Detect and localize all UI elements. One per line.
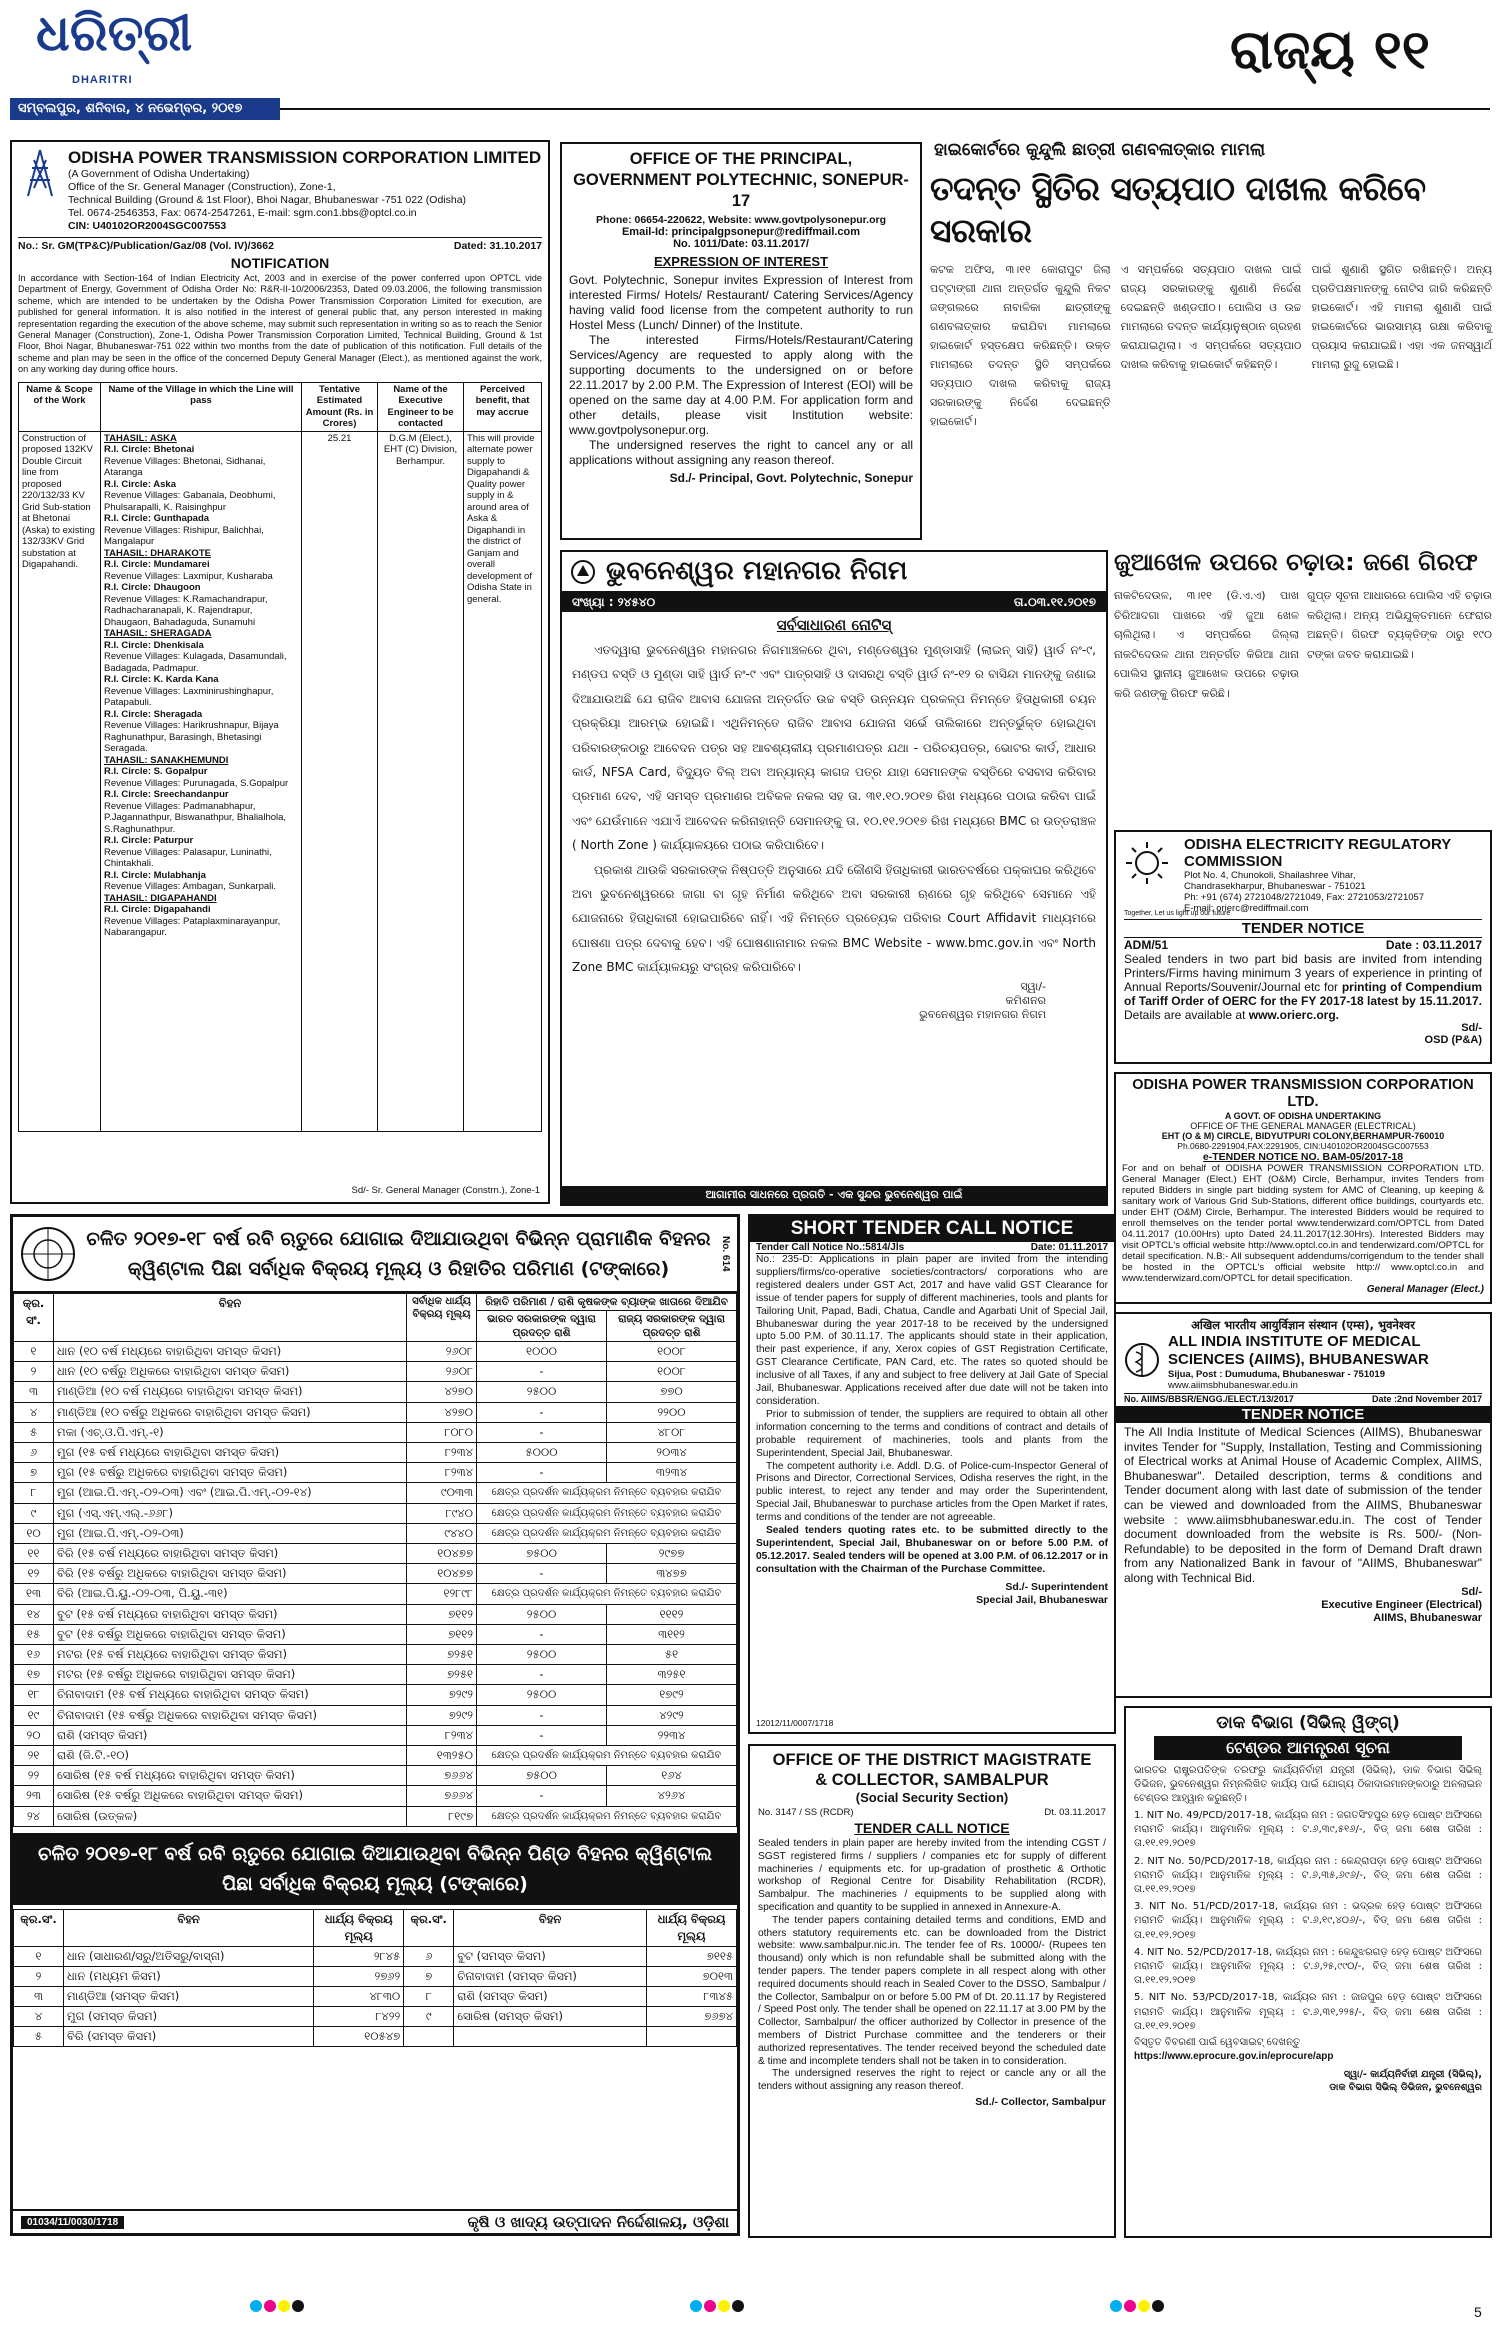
village-line: TAHASIL: SHERAGADA <box>104 628 212 640</box>
sun-icon <box>1124 840 1170 886</box>
village-line: R.I. Circle: Mulabhanja <box>104 869 206 881</box>
village-line: Revenue Villages: Pataplaxminarayanpur, Nabarangapur. <box>104 915 281 939</box>
optcl-logo <box>20 148 60 198</box>
table-row: ୨୦ ରାଶି (ସମସ୍ତ କିସମ) ୮୨୩୪ - ୨୨୩୪ <box>14 1725 737 1745</box>
village-line: TAHASIL: ASKA <box>104 432 177 444</box>
table-row: ୧୬ ମଟର (୧୫ ବର୍ଷ ମଧ୍ୟରେ ବାହାରିଥିବା ସମସ୍ତ କିସମ) ୭୨୫୧ ୨୫୦୦ ୫୧ <box>14 1645 737 1665</box>
village-line: Revenue Villages: Palasapur, Luninathi, Chintakhali. <box>104 846 272 870</box>
village-line: Revenue Villages: Ambagan, Sunkarpali. <box>104 881 276 893</box>
table-row: ୧୦ ମୁଗ (ଆଇ.ପି.ଏମ୍.-୦୨-୦୩) ୯୪୪୦ କ୍ଷେତ୍ର ପ୍ରଦର୍ଶନ କାର୍ଯ୍ୟକ୍ରମ ନିମନ୍ତେ ବ୍ୟବହାର କରାଯିବ <box>14 1523 737 1543</box>
masthead-dateline: ସମ୍ବଲପୁର, ଶନିବାର, ୪ ନଭେମ୍ବର, ୨୦୧୭ <box>10 98 280 120</box>
bmc-notice: ଭୁବନେଶ୍ୱର ମହାନଗର ନିଗମ ସଂଖ୍ୟା : ୨୪୫୪୦ ତା.୦୩.୧୧.୨୦୧୭ ସର୍ବସାଧାରଣ ନୋଟିସ୍ ଏତଦ୍ୱାରା ଭୁବନେଶ୍ୱର ମହାନଗର ନିଗମାଞ୍ଚଳରେ ଥିବା, ମଣ୍ଡେଶ୍ୱର ମୁଣ୍ଡାସାହି (ଲାଇନ୍ ସାହି) ୱାର୍ଡ ନଂ-୯, ମଣ୍ଡପ ବସ୍ତି ଓ ମୁଣ୍ଡା ସାହି ୱାର୍ଡ ନଂ-୯ ଏବଂ ପାତ୍ରସାହି ଓ ଦାସରଥି ବସ୍ତି ୱାର୍ଡ ନଂ-୧୨ ର ବାସିନ୍ଦା ମାନଙ୍କୁ ଜଣାଇ ଦିଆଯାଉଅଛି ଯେ ରାଜିବ ଆବାସ ଯୋଜନା ଅନ୍ତର୍ଗତ ଉଚ୍ଚ ବସ୍ତି ଉନ୍ନୟନ ପ୍ରକଳ୍ପ ନିମନ୍ତେ ହିତାଧିକାରୀ ଚୟନ ପ୍ରକ୍ରିୟା ଆରମ୍ଭ ହୋଇଛି। ଏଥିନିମନ୍ତେ ରାଜିବ ଆବାସ ଯୋଜନା ସର୍ଭେ ତାଲିକାରେ ଅନ୍ତର୍ଭୁକ୍ତ ହୋଇଥିବା ପରିବାରଙ୍କଠାରୁ ଆବେଦନ ପତ୍ର ସହ ଆବଶ୍ୟକୀୟ ପ୍ରମାଣପତ୍ର ଯଥା - ପରିଚୟପତ୍ର, ଭୋଟର କାର୍ଡ, ଆଧାର କାର୍ଡ, NFSA Card, ବିଦ୍ୟୁତ ବିଲ୍ ଅବା ଅନ୍ୟାନ୍ୟ କାଗଜ ପତ୍ର ଯାହା ସେମାନଙ୍କ ବସ୍ତିରେ ବସବାସ କରିବାର ପ୍ରମାଣ ଦେବ, ଏହି ସମସ୍ତ ପ୍ରମାଣର ଅବିକଳ ନକଲ ସହ ତା. ୩୧.୧୦.୨୦୧୭ ରିଖ ମଧ୍ୟରେ ପଠାଇ କରିବା ପାଇଁ ଏବଂ ଯେଉଁମାନେ ଏଯାଏଁ ଆବେଦନ କରିନାହାନ୍ତି ସେମାନଙ୍କୁ ତା. ୧୦.୧୧.୨୦୧୭ ରିଖ ମଧ୍ୟରେ BMC ର ଉତ୍ତରାଞ୍ଚଳ ( North Zone ) କାର୍ଯ୍ୟାଳୟରେ ପଠାଇ କରିପାରିବେ। ପ୍ରକାଶ ଥାଉକି ସରକାରଙ୍କ ନିଷ୍ପତ୍ତି ଅନୁସାରେ ଯଦି କୌଣସି ହିତାଧିକାରୀ ଭାରତବର୍ଷରେ ପକ୍କାଘର କରିଥିବେ ଅବା ଭୁବନେଶ୍ୱରରେ ଜାଗା ବା ଗୃହ ନିର୍ମାଣ କରିଥିବେ ଅବା ସରକାରୀ ଋଣରେ ଗୃହ କରିଥିବେ ସେମାନେ ଏହି ଯୋଜନାରେ ହିତାଧିକାରୀ ହୋଇପାରିବେ ନାହିଁ। ଏହି ନିମନ୍ତେ ପ୍ରତ୍ୟେକ ପରିବାର Court Affidavit ମାଧ୍ୟମରେ ଘୋଷଣା ପତ୍ର ଦେବାକୁ ହେବ। ଏହି ଘୋଷଣାନାମାର ନକଲ BMC Website - www.bmc.gov.in ଏବଂ North Zone BMC କାର୍ଯ୍ୟାଳୟରୁ ସଂଗ୍ରହ କରିପାରିବେ। ସ୍ୱା/- କମିଶନର ଭୁବନେଶ୍ୱର ମହାନଗର ନିଗମ ଆଗାମୀର ସାଧନରେ ପ୍ରଗତି - ଏକ ସୁନ୍ଦର ଭୁବନେଶ୍ୱର ପାଇଁ <box>560 550 1108 1206</box>
village-line: Revenue Villages: K.Ramachandrapur, Radhacharanapali, K. Rajendrapur, Dhaugaon, Bahadaguda, Sunamuhi <box>104 593 268 628</box>
masthead-logo: ଧରିତ୍ରୀ <box>36 4 193 62</box>
optcl-notif-head: NOTIFICATION <box>230 255 330 271</box>
masthead-logo-sub: DHARITRI <box>72 74 133 86</box>
color-registration-marks <box>250 2300 304 2312</box>
table-row: ୧୩ ବିରି (ଆଇ.ପି.ୟୁ.-୦୨-୦୩, ପି.ୟୁ.-୩୧) ୧୨୮୯୮ କ୍ଷେତ୍ର ପ୍ରଦର୍ଶନ କାର୍ଯ୍ୟକ୍ରମ ନିମନ୍ତେ ବ୍ୟବହାର କରାଯିବ <box>14 1584 737 1604</box>
optcl-etender: ODISHA POWER TRANSMISSION CORPORATION LTD. A GOVT. OF ODISHA UNDERTAKING OFFICE OF THE GENERAL MANAGER (ELECTRICAL) EHT (O & M) CIRCLE, BIDYUTPURI COLONY,BERHAMPUR-760010 Ph.0680-2291904,FAX:2291905, CIN:U40102OR2004SGC007553 e-TENDER NOTICE NO. BAM-05/2017-18 For and on behalf of ODISHA POWER TRANSMISSION CORPORATION LTD. General Manager (Elect.) EHT (O&M) Circle, Berhampur, invites Tenders from reputed Bidders in single part bidding system for AMC of Cleaning, up keeping & sanitary work of Various Grid Sub-Stations, different office buildings, courtyards etc. under EHT (O&M) Circle, Berhampur. The interested Bidders would be required to enroll themselves on the tender portal www.tenderwizard.com/OPTCL from Dated 04.11.2017 (10.00Hrs) upto Dated 24.11.2017(12.30Hrs). Interested Bidders may visit OPTCL's official website http://www.optcl.co.in and tenderwizard.com/OPTCL for detail specification. N.B:- All subsequent addendums/corrigendum to the tender shall be hosted in the OPTCL's official website http:// www.optcl.co.in and www.tenderwizard.com/OPTCL for detail specification. General Manager (Elect.) <box>1114 1072 1492 1304</box>
table-row: ୧୯ ଚିନାବାଦାମ (୧୫ ବର୍ଷରୁ ଅଧିକରେ ବାହାରିଥିବା ସମସ୍ତ କିସମ) ୭୨୯୨ - ୪୨୯୨ <box>14 1705 737 1725</box>
odisha-emblem-icon <box>19 1222 77 1286</box>
village-list <box>101 431 302 1131</box>
village-line: R.I. Circle: Aska <box>104 478 176 490</box>
bmc-logo-icon <box>570 559 596 585</box>
aiims-tender: अखिल भारतीय आयुर्विज्ञान संस्थान (एम्स), भुवनेश्वर ALL INDIA INSTITUTE OF MEDICAL SCIENCES (AIIMS), BHUBANESWAR Sijua, Post : Dumuduma, Bhubaneswar - 751019 www.aiimsbhubaneswar.edu.in No. AIIMS/BBSR/ENGG./ELECT./13/2017 Date :2nd November 2017 TENDER NOTICE The All India Institute of Medical Sciences (AIIMS), Bhubaneswar invites Tender for "Supply, Installation, Testing and Commissioning of Electrical works at Animal House of Academic Complex, AIIMS, Bhubaneswar". Detailed description, terms & conditions and Tender document along with last date of submission of the tender can be viewed and downloaded from the AIIMS, Bhubaneswar website : www.aiimsbhubaneswar.edu.in. The cost of Tender document downloaded from the website is Rs. 500/- (Non-Refundable) to be deposited in the form of Demand Draft drawn from any Nationalized Bank in favour of "AIIMS, Bhubaneswar" along with Technical Bid. Sd/- Executive Engineer (Electrical) AIIMS, Bhubaneswar <box>1114 1312 1492 1698</box>
oerc-tender: ODISHA ELECTRICITY REGULATORY COMMISSION Plot No. 4, Chunokoli, Shailashree Vihar, Chandrasekharpur, Bhubaneswar - 751021 Ph: +91 (674) 2721048/2721049, Fax: 2721053/2721057 E-mail: orierc@rediffmail.com Together, Let us light up our future TENDER NOTICE ADM/51 Date : 03.11.2017 Sealed tenders in two part bid basis are invited from intending Printers/Firms having minimum 3 years of experience in printing of Annual Reports/Souvenir/Journal etc for printing of Compendium of Tariff Order of OERC for the FY 2017-18 latest by 15.11.2017. Details are available at www.orierc.org. Sd/- OSD (P&A) <box>1114 830 1492 1064</box>
masthead <box>0 0 1500 116</box>
table-row: ୧୮ ଚିନାବାଦାମ (୧୫ ବର୍ଷ ମଧ୍ୟରେ ବାହାରିଥିବା ସମସ୍ତ କିସମ) ୭୨୯୨ ୨୫୦୦ ୧୭୯୨ <box>14 1685 737 1705</box>
village-line: R.I. Circle: Bhetonai <box>104 444 195 456</box>
section-title: ରାଜ୍ୟ ୧୧ <box>1230 18 1430 81</box>
table-row: ୫ ମକା (ଏଚ୍.ଓ.ପି.ଏମ୍.-୧) ୮୦୮୦ - ୪୮୦୮ <box>14 1422 737 1442</box>
village-line: R.I. Circle: Digapahandi <box>104 904 211 916</box>
table-row: ୨୧ ରାଶି (ଜି.ଟି.-୧୦) ୧୩୨୫୦ କ୍ଷେତ୍ର ପ୍ରଦର୍ଶନ କାର୍ଯ୍ୟକ୍ରମ ନିମନ୍ତେ ବ୍ୟବହାର କରାଯିବ <box>14 1746 737 1766</box>
sambalpur-tender: OFFICE OF THE DISTRICT MAGISTRATE & COLLECTOR, SAMBALPUR (Social Security Section) No. 3147 / SS (RCDR) Dt. 03.11.2017 TENDER CALL NOTICE Sealed tenders in plain paper are hereby invited from the intending CGST / SGST registered firms / suppliers / companies etc for supply of different machineries / equipments etc. for up-gradation of prosthetic & Orthotic workshop of Regional Centre for Disability Rehabilitation (RCDR), Sambalpur. The machineries / equipments to be supplied along with specification and quantity to be supplied in annexed in Annexure-A. The tender papers containing detailed terms and conditions, EMD and others statutory requirements etc. can be downloaded from the District website: www.sambalpur.nic.in. The tender fee of Rs. 10000/- (Rupees ten thousand) only which is non refundable shall be submitted along with the tender papers. The tender papers complete in all respect along with other required documents should reach in Sealed Cover to the DSSO, Sambalpur / the Collector, Sambalpur on or before 5.00 PM of Dt. 20.11.17 by Registered / Speed Post only. The tender shall be opened on 22.11.17 at 3.00 PM by the Collector, Sambalpur/ the officer authorized by Collector in presence of the members of District Purchase committee and the tenderers or their authorized representatives. The tender received beyond the scheduled date & time and incomplete tenders shall not be taken in to consideration. The undersigned reserves the right to reject or cancle any or all the tenders without assigning any reason thereof. Sd./- Collector, Sambalpur <box>748 1744 1116 2238</box>
news-kicker: ହାଇକୋର୍ଟରେ କୁନ୍ଦୁଲି ଛାତ୍ରୀ ଗଣବଳାତ୍କାର ମାମଲା <box>934 140 1266 160</box>
village-line: Revenue Villages: Kulagada, Dasamundali, Badagada, Padmapur. <box>104 651 287 674</box>
table-row: ୧୨ ବିରି (୧୫ ବର୍ଷରୁ ଅଧିକରେ ବାହାରିଥିବା ସମସ୍ତ କିସମ) ୧୦୪୭୭ - ୩୪୭୭ <box>14 1564 737 1584</box>
table-row: ୧୫ ବୁଟ (୧୫ ବର୍ଷରୁ ଅଧିକରେ ବାହାରିଥିବା ସମସ୍ତ କିସମ) ୭୧୧୨ - ୩୧୧୨ <box>14 1624 737 1644</box>
seed-table-2: କ୍ର.ସଂ. ବିହନ ଧାର୍ଯ୍ୟ ବିକ୍ରୟ ମୂଲ୍ୟ କ୍ର.ସଂ. ବିହନ ଧାର୍ଯ୍ୟ ବିକ୍ରୟ ମୂଲ୍ୟ ୧ ଧାନ (ସାଧାରଣ/ସରୁ/ଅତିସରୁ/ବାସ୍ନା) ୨୮୪୫ ୬ ବୁଟ (ସମସ୍ତ କିସମ) ୭୧୧୫ ୨ ଧାନ (ମଧ୍ୟମ କିସମ) ୨୭୬୨ ୭ ଚିନାବାଦାମ (ସମସ୍ତ କିସମ) ୭୦୧୩ ୩ ମାଣ୍ଡିଆ (ସମସ୍ତ କିସମ) ୪୮୩୦ ୮ ରାଶି (ସମସ୍ତ କିସମ) ୮୩୪୫ ୪ ମୁଗ (ସମସ୍ତ କିସମ) ୮୪୨୨ ୯ ସୋରିଷ (ସମସ୍ତ କିସମ) ୭୬୭୪ ୫ ବିରି (ସମସ୍ତ କିସମ) ୧୦୫୪୭ <box>13 1909 737 2047</box>
table-row: ୯ ମୁଗ (ଏସ୍.ଏମ୍.ଏଲ୍.-୬୬୮) ୮୯୪୦ କ୍ଷେତ୍ର ପ୍ରଦର୍ଶନ କାର୍ଯ୍ୟକ୍ରମ ନିମନ୍ତେ ବ୍ୟବହାର କରାଯିବ <box>14 1503 737 1523</box>
news-article-gambling: ଜୁଆଖେଳ ଉପରେ ଚଢ଼ାଉ: ଜଣେ ଗିରଫ ନାକଟିଦେଉଳ, ୩।୧୧ (ଡି.ଏ.ଏ) ପାଖ ଚିରିଆଦଗା ପାଖରେ ଏହି ଜୁଆ ଖେଳ ଚାଲିଥିଲା। ଏ ସମ୍ପର୍କରେ ଜିଲ୍ଲା ନାକଟିଦେଉଳ ଥାନା ଅନ୍ତର୍ଗତ କିରିଆ ଥାନା ପୋଲିସ ସ୍ଥାନୀୟ ଜୁଆଖେଳ ଉପରେ ଚଢ଼ାଉ କରି ଜଣଙ୍କୁ ଗିରଫ କରିଛି। ଗୁପ୍ତ ସୂଚନା ଆଧାରରେ ପୋଲିସ ଏହି ଚଢ଼ାଉ କରିଥିଲା। ଅନ୍ୟ ଅଭିଯୁକ୍ତମାନେ ଫେରାର ଅଛନ୍ତି। ଗିରଫ ବ୍ୟକ୍ତିଙ୍କ ଠାରୁ ୧୯୦ ଟଙ୍କା ଜବତ କରାଯାଇଛି। <box>1114 548 1492 700</box>
list-item: 2. NIT No. 50/PCD/2017-18, କାର୍ଯ୍ୟର ନାମ : କେନ୍ଦ୍ରାପଡ଼ା ହେଡ଼ ପୋଷ୍ଟ ଅଫିସରେ ମରାମତି କାର୍ଯ୍ୟ। ଆନୁମାନିକ ମୂଲ୍ୟ : ଟ.୬,୩୫,୬୯୬/-, ବିଡ୍ ଜମା ଶେଷ ତାରିଖ : ତା.୧୧.୧୨.୨୦୧୭ <box>1134 1855 1482 1896</box>
seed-price-notice: ଚଳିତ ୨୦୧୭-୧୮ ବର୍ଷ ରବି ଋତୁରେ ଯୋଗାଇ ଦିଆଯାଉଥିବା ବିଭିନ୍ନ ପ୍ରାମାଣିକ ବିହନର କ୍ୱିଣ୍ଟାଲ ପିଛା ସର୍ବାଧିକ ବିକ୍ରୟ ମୂଲ୍ୟ ଓ ରିହାତିର ପରିମାଣ (ଟଙ୍କାରେ) No. 614 କ୍ର. ସଂ. ବିହନ ସର୍ବାଧିକ ଧାର୍ଯ୍ୟ ବିକ୍ରୟ ମୂଲ୍ୟ ରିହାତି ପରିମାଣ / ରାଶି କୃଷକଙ୍କ ବ୍ୟାଙ୍କ ଖାତାରେ ଦିଆଯିବ ଭାରତ ସରକାରଙ୍କ ଦ୍ୱାରା ପ୍ରଦତ୍ତ ରାଶି ରାଜ୍ୟ ସରକାରଙ୍କ ଦ୍ୱାରା ପ୍ରଦତ୍ତ ରାଶି ୧ ଧାନ (୧୦ ବର୍ଷ ମଧ୍ୟରେ ବାହାରିଥିବା ସମସ୍ତ କିସମ) ୨୬୦୮ ୧୦୦୦ ୧୦୦୮ ୨ ଧାନ (୧୦ ବର୍ଷରୁ ଅଧିକରେ ବାହାରିଥିବା ସମସ୍ତ କିସମ) ୨୬୦୮ - ୧୦୦୮ ୩ ମାଣ୍ଡିଆ (୧୦ ବର୍ଷ ମଧ୍ୟରେ ବାହାରିଥିବା ସମସ୍ତ କିସମ) ୪୨୭୦ ୨୫୦୦ ୭୭୦ ୪ ମାଣ୍ଡିଆ (୧୦ ବର୍ଷରୁ ଅଧିକରେ ବାହାରିଥିବା ସମସ୍ତ କିସମ) ୪୨୭୦ - ୨୨୦୦ ୫ ମକା (ଏଚ୍.ଓ.ପି.ଏମ୍.-୧) ୮୦୮୦ - ୪୮୦୮ ୬ ମୁଗ (୧୫ ବର୍ଷ ମଧ୍ୟରେ ବାହାରିଥିବା ସମସ୍ତ କିସମ) ୮୨୩୪ ୫୦୦୦ ୨୦୩୪ ୭ ମୁଗ (୧୫ ବର୍ଷରୁ ଅଧିକରେ ବାହାରିଥିବା ସମସ୍ତ କିସମ) ୮୨୩୪ - ୩୨୩୪ ୮ ମୁଗ (ଆଇ.ପି.ଏମ୍.-୦୨-୦୩) ଏବଂ (ଆଇ.ପି.ଏମ୍.-୦୨-୧୪) ୯୦୩୩ କ୍ଷେତ୍ର ପ୍ରଦର୍ଶନ କାର୍ଯ୍ୟକ୍ରମ ନିମନ୍ତେ ବ୍ୟବହାର କରାଯିବ ୯ ମୁଗ (ଏସ୍.ଏମ୍.ଏଲ୍.-୬୬୮) ୮୯୪୦ କ୍ଷେତ୍ର ପ୍ରଦର୍ଶନ କାର୍ଯ୍ୟକ୍ରମ ନିମନ୍ତେ ବ୍ୟବହାର କରାଯିବ ୧୦ ମୁଗ (ଆଇ.ପି.ଏମ୍.-୦୨-୦୩) ୯୪୪୦ କ୍ଷେତ୍ର ପ୍ରଦର୍ଶନ କାର୍ଯ୍ୟକ୍ରମ ନିମନ୍ତେ ବ୍ୟବହାର କରାଯିବ ୧୧ ବିରି (୧୫ ବର୍ଷ ମଧ୍ୟରେ ବାହାରିଥିବା ସମସ୍ତ କିସମ) ୧୦୪୭୭ ୭୫୦୦ ୨୯୭୭ ୧୨ ବିରି (୧୫ ବର୍ଷରୁ ଅଧିକରେ ବାହାରିଥିବା ସମସ୍ତ କିସମ) ୧୦୪୭୭ - ୩୪୭୭ ୧୩ ବିରି (ଆଇ.ପି.ୟୁ.-୦୨-୦୩, ପି.ୟୁ.-୩୧) ୧୨୮୯୮ କ୍ଷେତ୍ର ପ୍ରଦର୍ଶନ କାର୍ଯ୍ୟକ୍ରମ ନିମନ୍ତେ ବ୍ୟବହାର କରାଯିବ ୧୪ ବୁଟ (୧୫ ବର୍ଷ ମଧ୍ୟରେ ବାହାରିଥିବା ସମସ୍ତ କିସମ) ୭୧୧୨ ୨୫୦୦ ୧୧୧୨ ୧୫ ବୁଟ (୧୫ ବର୍ଷରୁ ଅଧିକରେ ବାହାରିଥିବା ସମସ୍ତ କିସମ) ୭୧୧୨ - ୩୧୧୨ ୧୬ ମଟର (୧୫ ବର୍ଷ ମଧ୍ୟରେ ବାହାରିଥିବା ସମସ୍ତ କିସମ) ୭୨୫୧ ୨୫୦୦ ୫୧ ୧୭ ମଟର (୧୫ ବର୍ଷରୁ ଅଧିକରେ ବାହାରିଥିବା ସମସ୍ତ କିସମ) ୭୨୫୧ - ୩୨୫୧ ୧୮ ଚିନାବାଦାମ (୧୫ ବର୍ଷ ମଧ୍ୟରେ ବାହାରିଥିବା ସମସ୍ତ କିସମ) ୭୨୯୨ ୨୫୦୦ ୧୭୯୨ ୧୯ ଚିନାବାଦାମ (୧୫ ବର୍ଷରୁ ଅଧିକରେ ବାହାରିଥିବା ସମସ୍ତ କିସମ) ୭୨୯୨ - ୪୨୯୨ ୨୦ ରାଶି (ସମସ୍ତ କିସମ) ୮୨୩୪ - ୨୨୩୪ ୨୧ ରାଶି (ଜି.ଟି.-୧୦) ୧୩୨୫୦ କ୍ଷେତ୍ର ପ୍ରଦର୍ଶନ କାର୍ଯ୍ୟକ୍ରମ ନିମନ୍ତେ ବ୍ୟବହାର କରାଯିବ ୨୨ ସୋରିଷ (୧୫ ବର୍ଷ ମଧ୍ୟରେ ବାହାରିଥିବା ସମସ୍ତ କିସମ) ୭୬୬୪ ୭୫୦୦ ୧୬୪ ୨୩ ସୋରିଷ (୧୫ ବର୍ଷରୁ ଅଧିକରେ ବାହାରିଥିବା ସମସ୍ତ କିସମ) ୭୬୬୪ - ୪୨୬୪ ୨୪ ସୋରିଷ (ଉତ୍କଳ) ୮୧୯୭ କ୍ଷେତ୍ର ପ୍ରଦର୍ଶନ କାର୍ଯ୍ୟକ୍ରମ ନିମନ୍ତେ ବ୍ୟବହାର କରାଯିବ ଚଳିତ ୨୦୧୭-୧୮ ବର୍ଷ ରବି ଋତୁରେ ଯୋଗାଇ ଦିଆଯାଉଥିବା ବିଭିନ୍ନ ପିଣ୍ଡ ବିହନର କ୍ୱିଣ୍ଟାଲ ପିଛା ସର୍ବାଧିକ ବିକ୍ରୟ ମୂଲ୍ୟ (ଟଙ୍କାରେ) କ୍ର.ସଂ. ବିହନ ଧାର୍ଯ୍ୟ ବିକ୍ରୟ ମୂଲ୍ୟ କ୍ର.ସଂ. ବିହନ ଧାର୍ଯ୍ୟ ବିକ୍ରୟ ମୂଲ୍ୟ ୧ ଧାନ (ସାଧାରଣ/ସରୁ/ଅତିସରୁ/ବାସ୍ନା) ୨୮୪୫ ୬ ବୁଟ (ସମସ୍ତ କିସମ) ୭୧୧୫ ୨ ଧାନ (ମଧ୍ୟମ କିସମ) ୨୭୬୨ ୭ ଚିନାବାଦାମ (ସମସ୍ତ କିସମ) ୭୦୧୩ ୩ ମାଣ୍ଡିଆ (ସମସ୍ତ କିସମ) ୪୮୩୦ ୮ ରାଶି (ସମସ୍ତ କିସମ) ୮୩୪୫ ୪ ମୁଗ (ସମସ୍ତ କିସମ) ୮୪୨୨ ୯ ସୋରିଷ (ସମସ୍ତ କିସମ) ୭୬୭୪ ୫ ବିରି (ସମସ୍ତ କିସମ) ୧୦୫୪୭ 01034/11/0030/1718 କୃଷି ଓ ଖାଦ୍ୟ ଉତ୍ପାଦନ ନିର୍ଦ୍ଦେଶାଳୟ, ଓଡ଼ିଶା <box>10 1214 740 2236</box>
optcl-date: Dated: 31.10.2017 <box>453 240 542 252</box>
postal-tender: ଡାକ ବିଭାଗ (ସିଭିଲ୍ ୱିଙ୍ଗ୍) ଟେଣ୍ଡର ଆମନ୍ତ୍ରଣ ସୂଚନା ଭାରତର ରାଷ୍ଟ୍ରପତିଙ୍କ ତରଫରୁ କାର୍ଯ୍ୟନିର୍ବାହୀ ଯନ୍ତ୍ରୀ (ସିଭିଲ୍), ଡାକ ବିଭାଗ ସିଭିଲ୍ ଡିଭିଜନ, ଭୁବନେଶ୍ୱର ନିମ୍ନଲିଖିତ କାର୍ଯ୍ୟ ପାଇଁ ଯୋଗ୍ୟ ଠିକାଦାରମାନଙ୍କଠାରୁ ଅନଲାଇନ ଟେଣ୍ଡର ଆହ୍ୱାନ କରୁଛନ୍ତି। 1. NIT No. 49/PCD/2017-18, କାର୍ଯ୍ୟର ନାମ : ଜଗତସିଂହପୁର ହେଡ଼ ପୋଷ୍ଟ ଅଫିସରେ ମରାମତି କାର୍ଯ୍ୟ। ଆନୁମାନିକ ମୂଲ୍ୟ : ଟ.୬,୩୯,୫୧୬/-, ବିଡ୍ ଜମା ଶେଷ ତାରିଖ : ତା.୧୧.୧୨.୨୦୧୭ 2. NIT No. 50/PCD/2017-18, କାର୍ଯ୍ୟର ନାମ : କେନ୍ଦ୍ରାପଡ଼ା ହେଡ଼ ପୋଷ୍ଟ ଅଫିସରେ ମରାମତି କାର୍ଯ୍ୟ। ଆନୁମାନିକ ମୂଲ୍ୟ : ଟ.୬,୩୫,୬୯୬/-, ବିଡ୍ ଜମା ଶେଷ ତାରିଖ : ତା.୧୧.୧୨.୨୦୧୭ 3. NIT No. 51/PCD/2017-18, କାର୍ଯ୍ୟର ନାମ : ଭଦ୍ରକ ହେଡ଼ ପୋଷ୍ଟ ଅଫିସରେ ମରାମତି କାର୍ଯ୍ୟ। ଆନୁମାନିକ ମୂଲ୍ୟ : ଟ.୬,୧୯,୪୦୬/-, ବିଡ୍ ଜମା ଶେଷ ତାରିଖ : ତା.୧୧.୧୨.୨୦୧୭ 4. NIT No. 52/PCD/2017-18, କାର୍ଯ୍ୟର ନାମ : କେନ୍ଦୁଝରଗଡ଼ ହେଡ଼ ପୋଷ୍ଟ ଅଫିସରେ ମରାମତି କାର୍ଯ୍ୟ। ଆନୁମାନିକ ମୂଲ୍ୟ : ଟ.୬,୨୫,୯୯୦/-, ବିଡ୍ ଜମା ଶେଷ ତାରିଖ : ତା.୧୧.୧୨.୨୦୧୭ 5. NIT No. 53/PCD/2017-18, କାର୍ଯ୍ୟର ନାମ : ଜାଜପୁର ହେଡ଼ ପୋଷ୍ଟ ଅଫିସରେ ମରାମତି କାର୍ଯ୍ୟ। ଆନୁମାନିକ ମୂଲ୍ୟ : ଟ.୬,୩୧,୨୨୫/-, ବିଡ୍ ଜମା ଶେଷ ତାରିଖ : ତା.୧୧.୧୨.୨୦୧୭ ବିସ୍ତୃତ ବିବରଣୀ ପାଇଁ ୱେବସାଇଟ୍ ଦେଖନ୍ତୁ https://www.eprocure.gov.in/eprocure/app ସ୍ୱା/- କାର୍ଯ୍ୟନିର୍ବାହୀ ଯନ୍ତ୍ରୀ (ସିଭିଲ୍), ଡାକ ବିଭାଗ ସିଭିଲ୍ ଡିଭିଜନ, ଭୁବନେଶ୍ୱର <box>1124 1706 1492 2238</box>
caduceus-icon <box>1124 1338 1160 1382</box>
table-row: ୨୨ ସୋରିଷ (୧୫ ବର୍ଷ ମଧ୍ୟରେ ବାହାରିଥିବା ସମସ୍ତ କିସମ) ୭୬୬୪ ୭୫୦୦ ୧୬୪ <box>14 1766 737 1786</box>
optcl-sign: Sd/- Sr. General Manager (Constrn.), Zone-1 <box>351 1185 540 1196</box>
village-line: Revenue Villages: Gabanala, Deobhumi, Phulsarapalli, K. Raisinghpur <box>104 490 276 513</box>
table-row: ୧୭ ମଟର (୧୫ ବର୍ଷରୁ ଅଧିକରେ ବାହାରିଥିବା ସମସ୍ତ କିସମ) ୭୨୫୧ - ୩୨୫୧ <box>14 1665 737 1685</box>
optcl-notification: ODISHA POWER TRANSMISSION CORPORATION LIMITED (A Government of Odisha Undertaking) Office of the Sr. General Manager (Construction), Zone-1, Technical Building (Ground & 1st Floor), Bhoi Nagar, Bhubaneswar -751 022 (Odisha) Tel. 0674-2546353, Fax: 0674-2547261, E-mail: sgm.con1.bbs@optcl.co.in CIN: U40102OR2004SGC007553 No.: Sr. GM(TP&C)/Publication/Gaz/08 (Vol. IV)/3662 Dated: 31.10.2017 NOTIFICATION In accordance with Section-164 of Indian Electricity Act, 2003 and in exercise of the power conferred upon OPTCL vide Department of Energy, Government of Odisha Order No: R&R-II-10/2006/2353, Dated 09.03.2006, the following transmission scheme, which are intended to be undertaken by the Odisha Power Transmission Corporation Limited for execution, are published for general information. It is also notified in the interest of general public that, any person interested in making representation regarding the execution of the above scheme, may submit such representation in writing so as to reach the Senior General Manager (Construction), Zone-1, Odisha Power Transmission Corporation Limited, Technical Building, Ground & 1st Floor, Bhoi Nagar, Bhubaneswar-751 022 within two months from the date of publication of this notification. Full details of the scheme and plan may be seen in the office of the concerned Deputy General Manager (Elect.), as mentioned against the work, on any working day during office hours. Name & Scope of the Work Name of the Village in which the Line will pass Tentative Estimated Amount (Rs. in Crores) Name of the Executive Engineer to be contacted Perceived benefit, that may accrue Construction of proposed 132KV Double Circuit line from proposed 220/132/33 KV Grid Sub-station at Bhetonai (Aska) to existing 132/33KV Grid substation at Digapahandi. TAHASIL: ASKA R.I. Circle: Bhetonai Revenue Villages: Bhetonai, Sidhanai, Ataranga R.I. Circle: Aska Revenue Villages: Gabanala, Deobhumi, Phulsarapalli, K. Raisinghpur R.I. Circle: Gunthapada Revenue Villages: Rishipur, Balichhai, Mangalapur TAHASIL: DHARAKOTE R.I. Circle: Mundamarei Revenue Villages: Laxmipur, Kusharaba R.I. Circle: Dhaugoon Revenue Villages: K.Ramachandrapur, Radhacharanapali, K. Rajendrapur, Dhaugaon, Bahadaguda, Sunamuhi TAHASIL: SHERAGADA R.I. Circle: Dhenkisala Revenue Villages: Kulagada, Dasamundali, Badagada, Padmapur. R.I. Circle: K. Karda Kana Revenue Villages: Laxminirushinghapur, Patapabuli. R.I. Circle: Sheragada Revenue Villages: Harikrushnapur, Bijaya Raghunathpur, Barasingh, Bhetasingi Seragada. TAHASIL: SANAKHEMUNDI R.I. Circle: S. Gopalpur Revenue Villages: Purunagada, S.Gopalpur R.I. Circle: Sreechandanpur Revenue Villages: Padmanabhapur, P.Jagannathpur, Biswanathpur, Bhalialhola, S.Raghunathpur. R.I. Circle: Paturpur Revenue Villages: Palasapur, Luninathi, Chintakhali. R.I. Circle: Mulabhanja Revenue Villages: Ambagan, Sunkarpali. TAHASIL: DIGAPAHANDI R.I. Circle: Digapahandi Revenue Villages: Pataplaxminarayanpur, Nabarangapur. 25.21 D.G.M (Elect.), EHT (C) Division, Berhampur. This will provide alternate power supply to Digapahandi & Quality power supply in & around area of Aska & Digaphandi in the district of Ganjam and overall development of Odisha State in general. Sd/- Sr. General Manager (Constrn.), Zone-1 <box>10 140 550 1204</box>
village-line: TAHASIL: DHARAKOTE <box>104 547 211 559</box>
postal-items <box>1134 1809 1482 2034</box>
village-line: Revenue Villages: Bhetonai, Sidhanai, Ataranga <box>104 455 266 479</box>
list-item: 1. NIT No. 49/PCD/2017-18, କାର୍ଯ୍ୟର ନାମ : ଜଗତସିଂହପୁର ହେଡ଼ ପୋଷ୍ଟ ଅଫିସରେ ମରାମତି କାର୍ଯ୍ୟ। ଆନୁମାନିକ ମୂଲ୍ୟ : ଟ.୬,୩୯,୫୧୬/-, ବିଡ୍ ଜମା ଶେଷ ତାରିଖ : ତା.୧୧.୧୨.୨୦୧୭ <box>1134 1810 1482 1850</box>
table-row: ୬ ମୁଗ (୧୫ ବର୍ଷ ମଧ୍ୟରେ ବାହାରିଥିବା ସମସ୍ତ କିସମ) ୮୨୩୪ ୫୦୦୦ ୨୦୩୪ <box>14 1443 737 1463</box>
seed-table: କ୍ର. ସଂ. ବିହନ ସର୍ବାଧିକ ଧାର୍ଯ୍ୟ ବିକ୍ରୟ ମୂଲ୍ୟ ରିହାତି ପରିମାଣ / ରାଶି କୃଷକଙ୍କ ବ୍ୟାଙ୍କ ଖାତାରେ ଦିଆଯିବ ଭାରତ ସରକାରଙ୍କ ଦ୍ୱାରା ପ୍ରଦତ୍ତ ରାଶି ରାଜ୍ୟ ସରକାରଙ୍କ ଦ୍ୱାରା ପ୍ରଦତ୍ତ ରାଶି ୧ ଧାନ (୧୦ ବର୍ଷ ମଧ୍ୟରେ ବାହାରିଥିବା ସମସ୍ତ କିସମ) ୨୬୦୮ ୧୦୦୦ ୧୦୦୮ ୨ ଧାନ (୧୦ ବର୍ଷରୁ ଅଧିକରେ ବାହାରିଥିବା ସମସ୍ତ କିସମ) ୨୬୦୮ - ୧୦୦୮ ୩ ମାଣ୍ଡିଆ (୧୦ ବର୍ଷ ମଧ୍ୟରେ ବାହାରିଥିବା ସମସ୍ତ କିସମ) ୪୨୭୦ ୨୫୦୦ ୭୭୦ ୪ ମାଣ୍ଡିଆ (୧୦ ବର୍ଷରୁ ଅଧିକରେ ବାହାରିଥିବା ସମସ୍ତ କିସମ) ୪୨୭୦ - ୨୨୦୦ ୫ ମକା (ଏଚ୍.ଓ.ପି.ଏମ୍.-୧) ୮୦୮୦ - ୪୮୦୮ ୬ ମୁଗ (୧୫ ବର୍ଷ ମଧ୍ୟରେ ବାହାରିଥିବା ସମସ୍ତ କିସମ) ୮୨୩୪ ୫୦୦୦ ୨୦୩୪ ୭ ମୁଗ (୧୫ ବର୍ଷରୁ ଅଧିକରେ ବାହାରିଥିବା ସମସ୍ତ କିସମ) ୮୨୩୪ - ୩୨୩୪ ୮ ମୁଗ (ଆଇ.ପି.ଏମ୍.-୦୨-୦୩) ଏବଂ (ଆଇ.ପି.ଏମ୍.-୦୨-୧୪) ୯୦୩୩ କ୍ଷେତ୍ର ପ୍ରଦର୍ଶନ କାର୍ଯ୍ୟକ୍ରମ ନିମନ୍ତେ ବ୍ୟବହାର କରାଯିବ ୯ ମୁଗ (ଏସ୍.ଏମ୍.ଏଲ୍.-୬୬୮) ୮୯୪୦ କ୍ଷେତ୍ର ପ୍ରଦର୍ଶନ କାର୍ଯ୍ୟକ୍ରମ ନିମନ୍ତେ ବ୍ୟବହାର କରାଯିବ ୧୦ ମୁଗ (ଆଇ.ପି.ଏମ୍.-୦୨-୦୩) ୯୪୪୦ କ୍ଷେତ୍ର ପ୍ରଦର୍ଶନ କାର୍ଯ୍ୟକ୍ରମ ନିମନ୍ତେ ବ୍ୟବହାର କରାଯିବ ୧୧ ବିରି (୧୫ ବର୍ଷ ମଧ୍ୟରେ ବାହାରିଥିବା ସମସ୍ତ କିସମ) ୧୦୪୭୭ ୭୫୦୦ ୨୯୭୭ ୧୨ ବିରି (୧୫ ବର୍ଷରୁ ଅଧିକରେ ବାହାରିଥିବା ସମସ୍ତ କିସମ) ୧୦୪୭୭ - ୩୪୭୭ ୧୩ ବିରି (ଆଇ.ପି.ୟୁ.-୦୨-୦୩, ପି.ୟୁ.-୩୧) ୧୨୮୯୮ କ୍ଷେତ୍ର ପ୍ରଦର୍ଶନ କାର୍ଯ୍ୟକ୍ରମ ନିମନ୍ତେ ବ୍ୟବହାର କରାଯିବ ୧୪ ବୁଟ (୧୫ ବର୍ଷ ମଧ୍ୟରେ ବାହାରିଥିବା ସମସ୍ତ କିସମ) ୭୧୧୨ ୨୫୦୦ ୧୧୧୨ ୧୫ ବୁଟ (୧୫ ବର୍ଷରୁ ଅଧିକରେ ବାହାରିଥିବା ସମସ୍ତ କିସମ) ୭୧୧୨ - ୩୧୧୨ ୧୬ ମଟର (୧୫ ବର୍ଷ ମଧ୍ୟରେ ବାହାରିଥିବା ସମସ୍ତ କିସମ) ୭୨୫୧ ୨୫୦୦ ୫୧ ୧୭ ମଟର (୧୫ ବର୍ଷରୁ ଅଧିକରେ ବାହାରିଥିବା ସମସ୍ତ କିସମ) ୭୨୫୧ - ୩୨୫୧ ୧୮ ଚିନାବାଦାମ (୧୫ ବର୍ଷ ମଧ୍ୟରେ ବାହାରିଥିବା ସମସ୍ତ କିସମ) ୭୨୯୨ ୨୫୦୦ ୧୭୯୨ ୧୯ ଚିନାବାଦାମ (୧୫ ବର୍ଷରୁ ଅଧିକରେ ବାହାରିଥିବା ସମସ୍ତ କିସମ) ୭୨୯୨ - ୪୨୯୨ ୨୦ ରାଶି (ସମସ୍ତ କିସମ) ୮୨୩୪ - ୨୨୩୪ ୨୧ ରାଶି (ଜି.ଟି.-୧୦) ୧୩୨୫୦ କ୍ଷେତ୍ର ପ୍ରଦର୍ଶନ କାର୍ଯ୍ୟକ୍ରମ ନିମନ୍ତେ ବ୍ୟବହାର କରାଯିବ ୨୨ ସୋରିଷ (୧୫ ବର୍ଷ ମଧ୍ୟରେ ବାହାରିଥିବା ସମସ୍ତ କିସମ) ୭୬୬୪ ୭୫୦୦ ୧୬୪ ୨୩ ସୋରିଷ (୧୫ ବର୍ଷରୁ ଅଧିକରେ ବାହାରିଥିବା ସମସ୍ତ କିସମ) ୭୬୬୪ - ୪୨୬୪ ୨୪ ସୋରିଷ (ଉତ୍କଳ) ୮୧୯୭ କ୍ଷେତ୍ର ପ୍ରଦର୍ଶନ କାର୍ଯ୍ୟକ୍ରମ ନିମନ୍ତେ ବ୍ୟବହାର କରାଯିବ <box>13 1293 737 1827</box>
table-row: ୨ ଧାନ (୧୦ ବର୍ଷରୁ ଅଧିକରେ ବାହାରିଥିବା ସମସ୍ତ କିସମ) ୨୬୦୮ - ୧୦୦୮ <box>14 1362 737 1382</box>
list-item: 3. NIT No. 51/PCD/2017-18, କାର୍ଯ୍ୟର ନାମ : ଭଦ୍ରକ ହେଡ଼ ପୋଷ୍ଟ ଅଫିସରେ ମରାମତି କାର୍ଯ୍ୟ। ଆନୁମାନିକ ମୂଲ୍ୟ : ଟ.୬,୧୯,୪୦୬/-, ବିଡ୍ ଜମା ଶେଷ ତାରିଖ : ତା.୧୧.୧୨.୨୦୧୭ <box>1134 1901 1482 1941</box>
table-row: ୪ ମାଣ୍ଡିଆ (୧୦ ବର୍ଷରୁ ଅଧିକରେ ବାହାରିଥିବା ସମସ୍ତ କିସମ) ୪୨୭୦ - ୨୨୦୦ <box>14 1402 737 1422</box>
table-row: ୧୧ ବିରି (୧୫ ବର୍ଷ ମଧ୍ୟରେ ବାହାରିଥିବା ସମସ୍ତ କିସମ) ୧୦୪୭୭ ୭୫୦୦ ୨୯୭୭ <box>14 1544 737 1564</box>
news-headline: ତଦନ୍ତ ସ୍ଥିତିର ସତ୍ୟପାଠ ଦାଖଲ କରିବେ ସରକାର <box>930 169 1426 250</box>
table-row: ୫ ବିରି (ସମସ୍ତ କିସମ) ୧୦୫୪୭ <box>14 2026 737 2046</box>
polytechnic-eoi: OFFICE OF THE PRINCIPAL, GOVERNMENT POLYTECHNIC, SONEPUR-17 Phone: 06654-220622, Website: www.govtpolysonepur.org Email-Id: principalgpsonepur@rediffmail.com No. 1011/Date: 03.11.2017/ EXPRESSION OF INTEREST Govt. Polytechnic, Sonepur invites Expression of Interest from interested Firms/ Hotels/ Restaurant/ Catering Services/Agency having valid food license from the competent authority to run Hostel Mess (Lunch/ Dinner) of the Institute. The interested Firms/Hotels/Restaurant/Catering Services/Agency are requested to apply along with the supporting documents to the undersigned on or before 22.11.2017 by 2.00 P.M. The Expression of Interest (EOI) will be opened on the same day at 4.00 P.M. For application form and other details, please visit Institution website: www.govtpolysonepur.org. The undersigned reserves the right to cancel any or all applications without assigning any reason thereof. Sd./- Principal, Govt. Polytechnic, Sonepur <box>560 142 922 540</box>
village-line: TAHASIL: DIGAPAHANDI <box>104 892 217 904</box>
village-line: Revenue Villages: Laxminirushinghapur, Patapabuli. <box>104 685 274 709</box>
news-article-highcourt: ହାଇକୋର୍ଟରେ କୁନ୍ଦୁଲି ଛାତ୍ରୀ ଗଣବଳାତ୍କାର ମାମଲା ତଦନ୍ତ ସ୍ଥିତିର ସତ୍ୟପାଠ ଦାଖଲ କରିବେ ସରକାର କଟକ ଅଫିସ, ୩।୧୧ କୋରାପୁଟ ଜିଲା ପଟ୍ଟାଙ୍ଗୀ ଥାନା ଅନ୍ତର୍ଗତ କୁନ୍ଦୁଲି ନିକଟ ଜଙ୍ଗଲରେ ନାବାଳିକା ଛାତ୍ରୀଙ୍କୁ ଗଣବଳାତ୍କାର କରାଯିବା ମାମଲାରେ ହାଇକୋର୍ଟ ହସ୍ତକ୍ଷେପ କରିଛନ୍ତି। ଉକ୍ତ ମାମଲାରେ ତଦନ୍ତ ସ୍ଥିତି ସମ୍ପର୍କରେ ସତ୍ୟପାଠ ଦାଖଲ କରିବାକୁ ରାଜ୍ୟ ସରକାରଙ୍କୁ ନିର୍ଦ୍ଦେଶ ଦେଇଛନ୍ତି ହାଇକୋର୍ଟ। ଏ ସମ୍ପର୍କରେ ସତ୍ୟପାଠ ଦାଖଲ ପାଇଁ ରାଜ୍ୟ ସରକାରଙ୍କୁ ଶୁଣାଣି ନିର୍ଦ୍ଦେଶ ଦେଇଛନ୍ତି ଖଣ୍ଡପୀଠ। ପୋଲିସ ଓ ଉଚ୍ଚ ମାମଲାରେ ତଦନ୍ତ କାର୍ଯ୍ୟାନୁଷ୍ଠାନ ଗ୍ରହଣ କରାଯାଇଥିଲା। ଏ ସମ୍ପର୍କରେ ସତ୍ୟପାଠ ଦାଖଲ କରିବାକୁ ହାଇକୋର୍ଟ କହିଛନ୍ତି। ପାଇଁ ଶୁଣାଣି ସ୍ଥଗିତ ରଖିଛନ୍ତି। ଅନ୍ୟ ପ୍ରତିପକ୍ଷମାନଙ୍କୁ ନୋଟିସ ଜାରି କରିଛନ୍ତି ହାଇକୋର୍ଟ। ଏହି ମାମଲା ଶୁଣାଣି ପାଇଁ ହାଇକୋର୍ଟରେ ଭାରସାମ୍ୟ ରକ୍ଷା କରିବାକୁ ପ୍ରୟାସ କରାଯାଇଛି। ଏହା ଏକ ଜନସ୍ୱାର୍ଥ ମାମଲା ରୁଜୁ ହୋଇଛି। <box>930 140 1493 428</box>
aiims-logo <box>1124 1338 1160 1387</box>
table-row: ୧ ଧାନ (୧୦ ବର୍ଷ ମଧ୍ୟରେ ବାହାରିଥିବା ସମସ୍ତ କିସମ) ୨୬୦୮ ୧୦୦୦ ୧୦୦୮ <box>14 1342 737 1362</box>
table-row: ୪ ମୁଗ (ସମସ୍ତ କିସମ) ୮୪୨୨ ୯ ସୋରିଷ (ସମସ୍ତ କିସମ) ୭୬୭୪ <box>14 2006 737 2026</box>
oerc-logo <box>1124 840 1170 886</box>
table-row: ୧୪ ବୁଟ (୧୫ ବର୍ଷ ମଧ୍ୟରେ ବାହାରିଥିବା ସମସ୍ତ କିସମ) ୭୧୧୨ ୨୫୦୦ ୧୧୧୨ <box>14 1604 737 1624</box>
optcl-body: In accordance with Section-164 of Indian Electricity Act, 2003 and in exercise of the power conferred upon OPTCL vide Department of Energy, Government of Odisha Order No: R&R-II-10/2006/2353, Dated 09.03.2006, the following transmission scheme, which are intended to be undertaken by the Odisha Power Transmission Corporation Limited for execution, are published for general information. It is also notified in the interest of general public that, any person interested in making representation regarding the execution of the above scheme, may submit such representation in writing so as to reach the Senior General Manager (Construction), Zone-1, Odisha Power Transmission Corporation Limited, Technical Building, Ground & 1st Floor, Bhoi Nagar, Bhubaneswar-751 022 within two months from the date of publication of this notification. Full details of the scheme and plan may be seen in the office of the concerned Deputy General Manager (Elect.), as mentioned against the work, on any working day during office hours. <box>18 273 542 375</box>
table-row: ୨୩ ସୋରିଷ (୧୫ ବର୍ଷରୁ ଅଧିକରେ ବାହାରିଥିବା ସମସ୍ତ କିସମ) ୭୬୬୪ - ୪୨୬୪ <box>14 1786 737 1806</box>
village-line: R.I. Circle: Dhenkisala <box>104 639 204 651</box>
village-line: R.I. Circle: Sreechandanpur <box>104 789 229 801</box>
optcl-ref: No.: Sr. GM(TP&C)/Publication/Gaz/08 (Vol. IV)/3662 <box>18 240 274 252</box>
table-row: ୧ ଧାନ (ସାଧାରଣ/ସରୁ/ଅତିସରୁ/ବାସ୍ନା) ୨୮୪୫ ୬ ବୁଟ (ସମସ୍ତ କିସମ) ୭୧୧୫ <box>14 1946 737 1966</box>
village-line: R.I. Circle: Mundamarei <box>104 559 210 571</box>
village-line: Revenue Villages: Purunagada, S.Gopalpur <box>104 777 289 789</box>
optcl-title: ODISHA POWER TRANSMISSION CORPORATION LIMITED <box>68 148 542 167</box>
village-line: R.I. Circle: S. Gopalpur <box>104 766 208 778</box>
village-line: Revenue Villages: Harikrushnapur, Bijaya Raghunathpur, Barasingh, Bhetasingi Seragada. <box>104 720 279 755</box>
village-line: R.I. Circle: K. Karda Kana <box>104 674 219 686</box>
list-item: 5. NIT No. 53/PCD/2017-18, କାର୍ଯ୍ୟର ନାମ : ଜାଜପୁର ହେଡ଼ ପୋଷ୍ଟ ଅଫିସରେ ମରାମତି କାର୍ଯ୍ୟ। ଆନୁମାନିକ ମୂଲ୍ୟ : ଟ.୬,୩୧,୨୨୫/-, ବିଡ୍ ଜମା ଶେଷ ତାରିଖ : ତା.୧୧.୧୨.୨୦୧୭ <box>1134 1992 1482 2032</box>
village-line: R.I. Circle: Gunthapada <box>104 513 210 525</box>
village-line: TAHASIL: SANAKHEMUNDI <box>104 754 229 766</box>
village-line: R.I. Circle: Dhaugoon <box>104 582 201 594</box>
table-row: ୩ ମାଣ୍ଡିଆ (ସମସ୍ତ କିସମ) ୪୮୩୦ ୮ ରାଶି (ସମସ୍ତ କିସମ) ୮୩୪୫ <box>14 1986 737 2006</box>
page-number: 5 <box>1474 2304 1482 2320</box>
table-row: ୩ ମାଣ୍ଡିଆ (୧୦ ବର୍ଷ ମଧ୍ୟରେ ବାହାରିଥିବା ସମସ୍ତ କିସମ) ୪୨୭୦ ୨୫୦୦ ୭୭୦ <box>14 1382 737 1402</box>
village-line: Revenue Villages: Laxmipur, Kusharaba <box>104 570 273 582</box>
optcl-table: Name & Scope of the Work Name of the Village in which the Line will pass Tentative Estimated Amount (Rs. in Crores) Name of the Executive Engineer to be contacted Perceived benefit, that may accrue Construction of proposed 132KV Double Circuit line from proposed 220/132/33 KV Grid Sub-station at Bhetonai (Aska) to existing 132/33KV Grid substation at Digapahandi. TAHASIL: ASKA R.I. Circle: Bhetonai Revenue Villages: Bhetonai, Sidhanai, Ataranga R.I. Circle: Aska Revenue Villages: Gabanala, Deobhumi, Phulsarapalli, K. Raisinghpur R.I. Circle: Gunthapada Revenue Villages: Rishipur, Balichhai, Mangalapur TAHASIL: DHARAKOTE R.I. Circle: Mundamarei Revenue Villages: Laxmipur, Kusharaba R.I. Circle: Dhaugoon Revenue Villages: K.Ramachandrapur, Radhacharanapali, K. Rajendrapur, Dhaugaon, Bahadaguda, Sunamuhi TAHASIL: SHERAGADA R.I. Circle: Dhenkisala Revenue Villages: Kulagada, Dasamundali, Badagada, Padmapur. R.I. Circle: K. Karda Kana Revenue Villages: Laxminirushinghapur, Patapabuli. R.I. Circle: Sheragada Revenue Villages: Harikrushnapur, Bijaya Raghunathpur, Barasingh, Bhetasingi Seragada. TAHASIL: SANAKHEMUNDI R.I. Circle: S. Gopalpur Revenue Villages: Purunagada, S.Gopalpur R.I. Circle: Sreechandanpur Revenue Villages: Padmanabhapur, P.Jagannathpur, Biswanathpur, Bhalialhola, S.Raghunathpur. R.I. Circle: Paturpur Revenue Villages: Palasapur, Luninathi, Chintakhali. R.I. Circle: Mulabhanja Revenue Villages: Ambagan, Sunkarpali. TAHASIL: DIGAPAHANDI R.I. Circle: Digapahandi Revenue Villages: Pataplaxminarayanpur, Nabarangapur. 25.21 D.G.M (Elect.), EHT (C) Division, Berhampur. This will provide alternate power supply to Digapahandi & Quality power supply in & around area of Aska & Digaphandi in the district of Ganjam and overall development of Odisha State in general. <box>18 382 542 1132</box>
village-line: Revenue Villages: Rishipur, Balichhai, Mangalapur <box>104 524 264 548</box>
table-row: ୨ ଧାନ (ମଧ୍ୟମ କିସମ) ୨୭୬୨ ୭ ଚିନାବାଦାମ (ସମସ୍ତ କିସମ) ୭୦୧୩ <box>14 1966 737 1986</box>
masthead-rule <box>280 108 1490 110</box>
table-row: ୮ ମୁଗ (ଆଇ.ପି.ଏମ୍.-୦୨-୦୩) ଏବଂ (ଆଇ.ପି.ଏମ୍.-୦୨-୧୪) ୯୦୩୩ କ୍ଷେତ୍ର ପ୍ରଦର୍ଶନ କାର୍ଯ୍ୟକ୍ରମ ନିମନ୍ତେ ବ୍ୟବହାର କରାଯିବ <box>14 1483 737 1503</box>
optcl-tower-icon <box>20 148 60 198</box>
special-jail-tender: SHORT TENDER CALL NOTICE Tender Call Notice No.:5814/Jls Date: 01.11.2017 No.: 235-D: Applications in plain paper are invited from the intending suppliers/firms/co-operative societies/contractors/ corporations who are registered dealers under GST Act, 2017 and have valid GST Clearance for issue of tender papers for supply of different machineries, tools and plants for Tailoring Unit, Papad, Badi, Chatua, Candle and Agarbati Unit of Special Jail, Bhubaneswar during the year 2017-18 to be received by the undersigned upto 5.00 P.M. of 30.11.17. The applicants should state in their application, their past experience, if any, Xerox copies of GST Registration Certificate, GST Clearance Certificate, PAN Card, etc. The rates so quoted should be inclusive of all Taxes, if any and subject to free delivery at Jail Gate of Special Jail, Bhubaneswar. Applications received after due date will not be taken into consideration. Prior to submission of tender, the suppliers are required to obtain all other information concerning to the terms and conditions of contract and details of probable requirement of machineries, tools and plants from the Superintendent, Special Jail, Bhubaneswar. The competent authority i.e. Addl. D.G. of Police-cum-Inspector General of Prisons and Director, Correctional Services, Odisha reserves the right, in the public interest, to reject any tender and may order the Superintendent, Special Jail, Bhubaneswar to purchase articles from the Open Market if rates, terms and conditions of the tender are not agreeable. Sealed tenders quoting rates etc. to be submitted directly to the Superintendent, Special Jail, Bhubaneswar on or before 5.00 P.M. of 05.12.2017. Sealed tenders will be opened at 3.00 P.M. of 06.12.2017 or in consultation with the Chairman of the Purchase Committee. Sd./- Superintendent Special Jail, Bhubaneswar 12012/11/0007/1718 <box>748 1214 1116 1734</box>
table-row: ୨୪ ସୋରିଷ (ଉତ୍କଳ) ୮୧୯୭ କ୍ଷେତ୍ର ପ୍ରଦର୍ଶନ କାର୍ଯ୍ୟକ୍ରମ ନିମନ୍ତେ ବ୍ୟବହାର କରାଯିବ <box>14 1806 737 1826</box>
village-line: R.I. Circle: Paturpur <box>104 835 194 847</box>
village-line: Revenue Villages: Padmanabhapur, P.Jagannathpur, Biswanathpur, Bhalialhola, S.Raghunathpur. <box>104 800 287 835</box>
village-line: R.I. Circle: Sheragada <box>104 708 203 720</box>
table-row: ୭ ମୁଗ (୧୫ ବର୍ଷରୁ ଅଧିକରେ ବାହାରିଥିବା ସମସ୍ତ କିସମ) ୮୨୩୪ - ୩୨୩୪ <box>14 1463 737 1483</box>
list-item: 4. NIT No. 52/PCD/2017-18, କାର୍ଯ୍ୟର ନାମ : କେନ୍ଦୁଝରଗଡ଼ ହେଡ଼ ପୋଷ୍ଟ ଅଫିସରେ ମରାମତି କାର୍ଯ୍ୟ। ଆନୁମାନିକ ମୂଲ୍ୟ : ଟ.୬,୨୫,୯୯୦/-, ବିଡ୍ ଜମା ଶେଷ ତାରିଖ : ତା.୧୧.୧୨.୨୦୧୭ <box>1134 1946 1482 1987</box>
